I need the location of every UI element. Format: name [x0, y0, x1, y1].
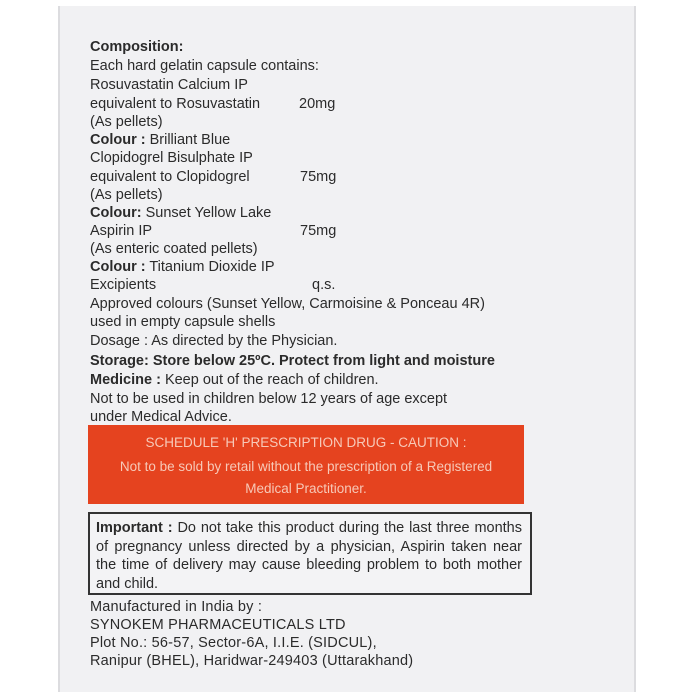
aspirin-name: Aspirin IP: [90, 223, 153, 239]
clopidogrel-equivalent: equivalent to Clopidogrel: [90, 169, 250, 185]
colour-label: Colour :: [90, 259, 146, 275]
approved-colours-line2: used in empty capsule shells: [90, 314, 276, 330]
rosuvastatin-name: Rosuvastatin Calcium IP: [90, 77, 248, 93]
rosuvastatin-equivalent: equivalent to Rosuvastatin: [90, 96, 261, 112]
medicine-warning: [90, 371, 379, 389]
colour-value: Titanium Dioxide IP: [149, 259, 275, 275]
rosuvastatin-quantity: 20mg: [299, 96, 336, 112]
important-text: Do not take this product during the last three months of pregnancy unless directed by a physician, Aspirin taken near the time of delivery may cause bleeding problem to both mother and child.: [96, 520, 522, 592]
manufacturer-address-line1: Plot No.: 56-57, Sector-6A, I.I.E. (SIDCUL),: [90, 635, 377, 651]
medicine-label: Medicine :: [90, 372, 161, 388]
excipients-label: Excipients: [90, 277, 157, 293]
caution-title: SCHEDULE 'H' PRESCRIPTION DRUG - CAUTION :: [145, 435, 467, 450]
colour-label: Colour :: [90, 132, 146, 148]
colour-label: Colour:: [90, 205, 142, 221]
aspirin-form: (As enteric coated pellets): [90, 241, 258, 257]
caution-line3: Medical Practitioner.: [245, 481, 367, 496]
colour-value: Brilliant Blue: [149, 132, 231, 148]
capsule-intro: Each hard gelatin capsule contains:: [90, 58, 319, 74]
storage-text: Storage: Store below 25ºC. Protect from light and moisture: [90, 353, 495, 369]
colour-sunset-yellow: [90, 204, 271, 222]
clopidogrel-quantity: 75mg: [300, 169, 337, 185]
manufacturer-address-line2: Ranipur (BHEL), Haridwar-249403 (Uttarakhand): [90, 653, 414, 669]
excipients-quantity: q.s.: [312, 277, 336, 293]
caution-line2: Not to be sold by retail without the prescription of a Registered: [119, 459, 493, 474]
medicine-text: Keep out of the reach of children.: [164, 372, 379, 388]
age-warning-line1: Not to be used in children below 12 years of age except: [90, 391, 448, 407]
clopidogrel-name: Clopidogrel Bisulphate IP: [90, 150, 253, 166]
clopidogrel-form: (As pellets): [90, 187, 163, 203]
composition-heading: Composition:: [90, 39, 184, 55]
age-warning-line2: under Medical Advice.: [90, 409, 232, 425]
important-label: Important :: [96, 520, 173, 536]
manufacturer-name: SYNOKEM PHARMACEUTICALS LTD: [90, 617, 346, 633]
colour-brilliant-blue: [90, 131, 230, 149]
dosage-text: Dosage : As directed by the Physician.: [90, 333, 338, 349]
colour-value: Sunset Yellow Lake: [145, 205, 272, 221]
colour-titanium-dioxide: [90, 258, 275, 276]
manufactured-by: Manufactured in India by :: [90, 599, 263, 615]
aspirin-quantity: 75mg: [300, 223, 337, 239]
schedule-h-caution-box: [88, 425, 524, 504]
approved-colours-line1: Approved colours (Sunset Yellow, Carmoisine & Ponceau 4R): [90, 296, 485, 312]
rosuvastatin-form: (As pellets): [90, 114, 163, 130]
important-notice-box: [88, 512, 532, 595]
